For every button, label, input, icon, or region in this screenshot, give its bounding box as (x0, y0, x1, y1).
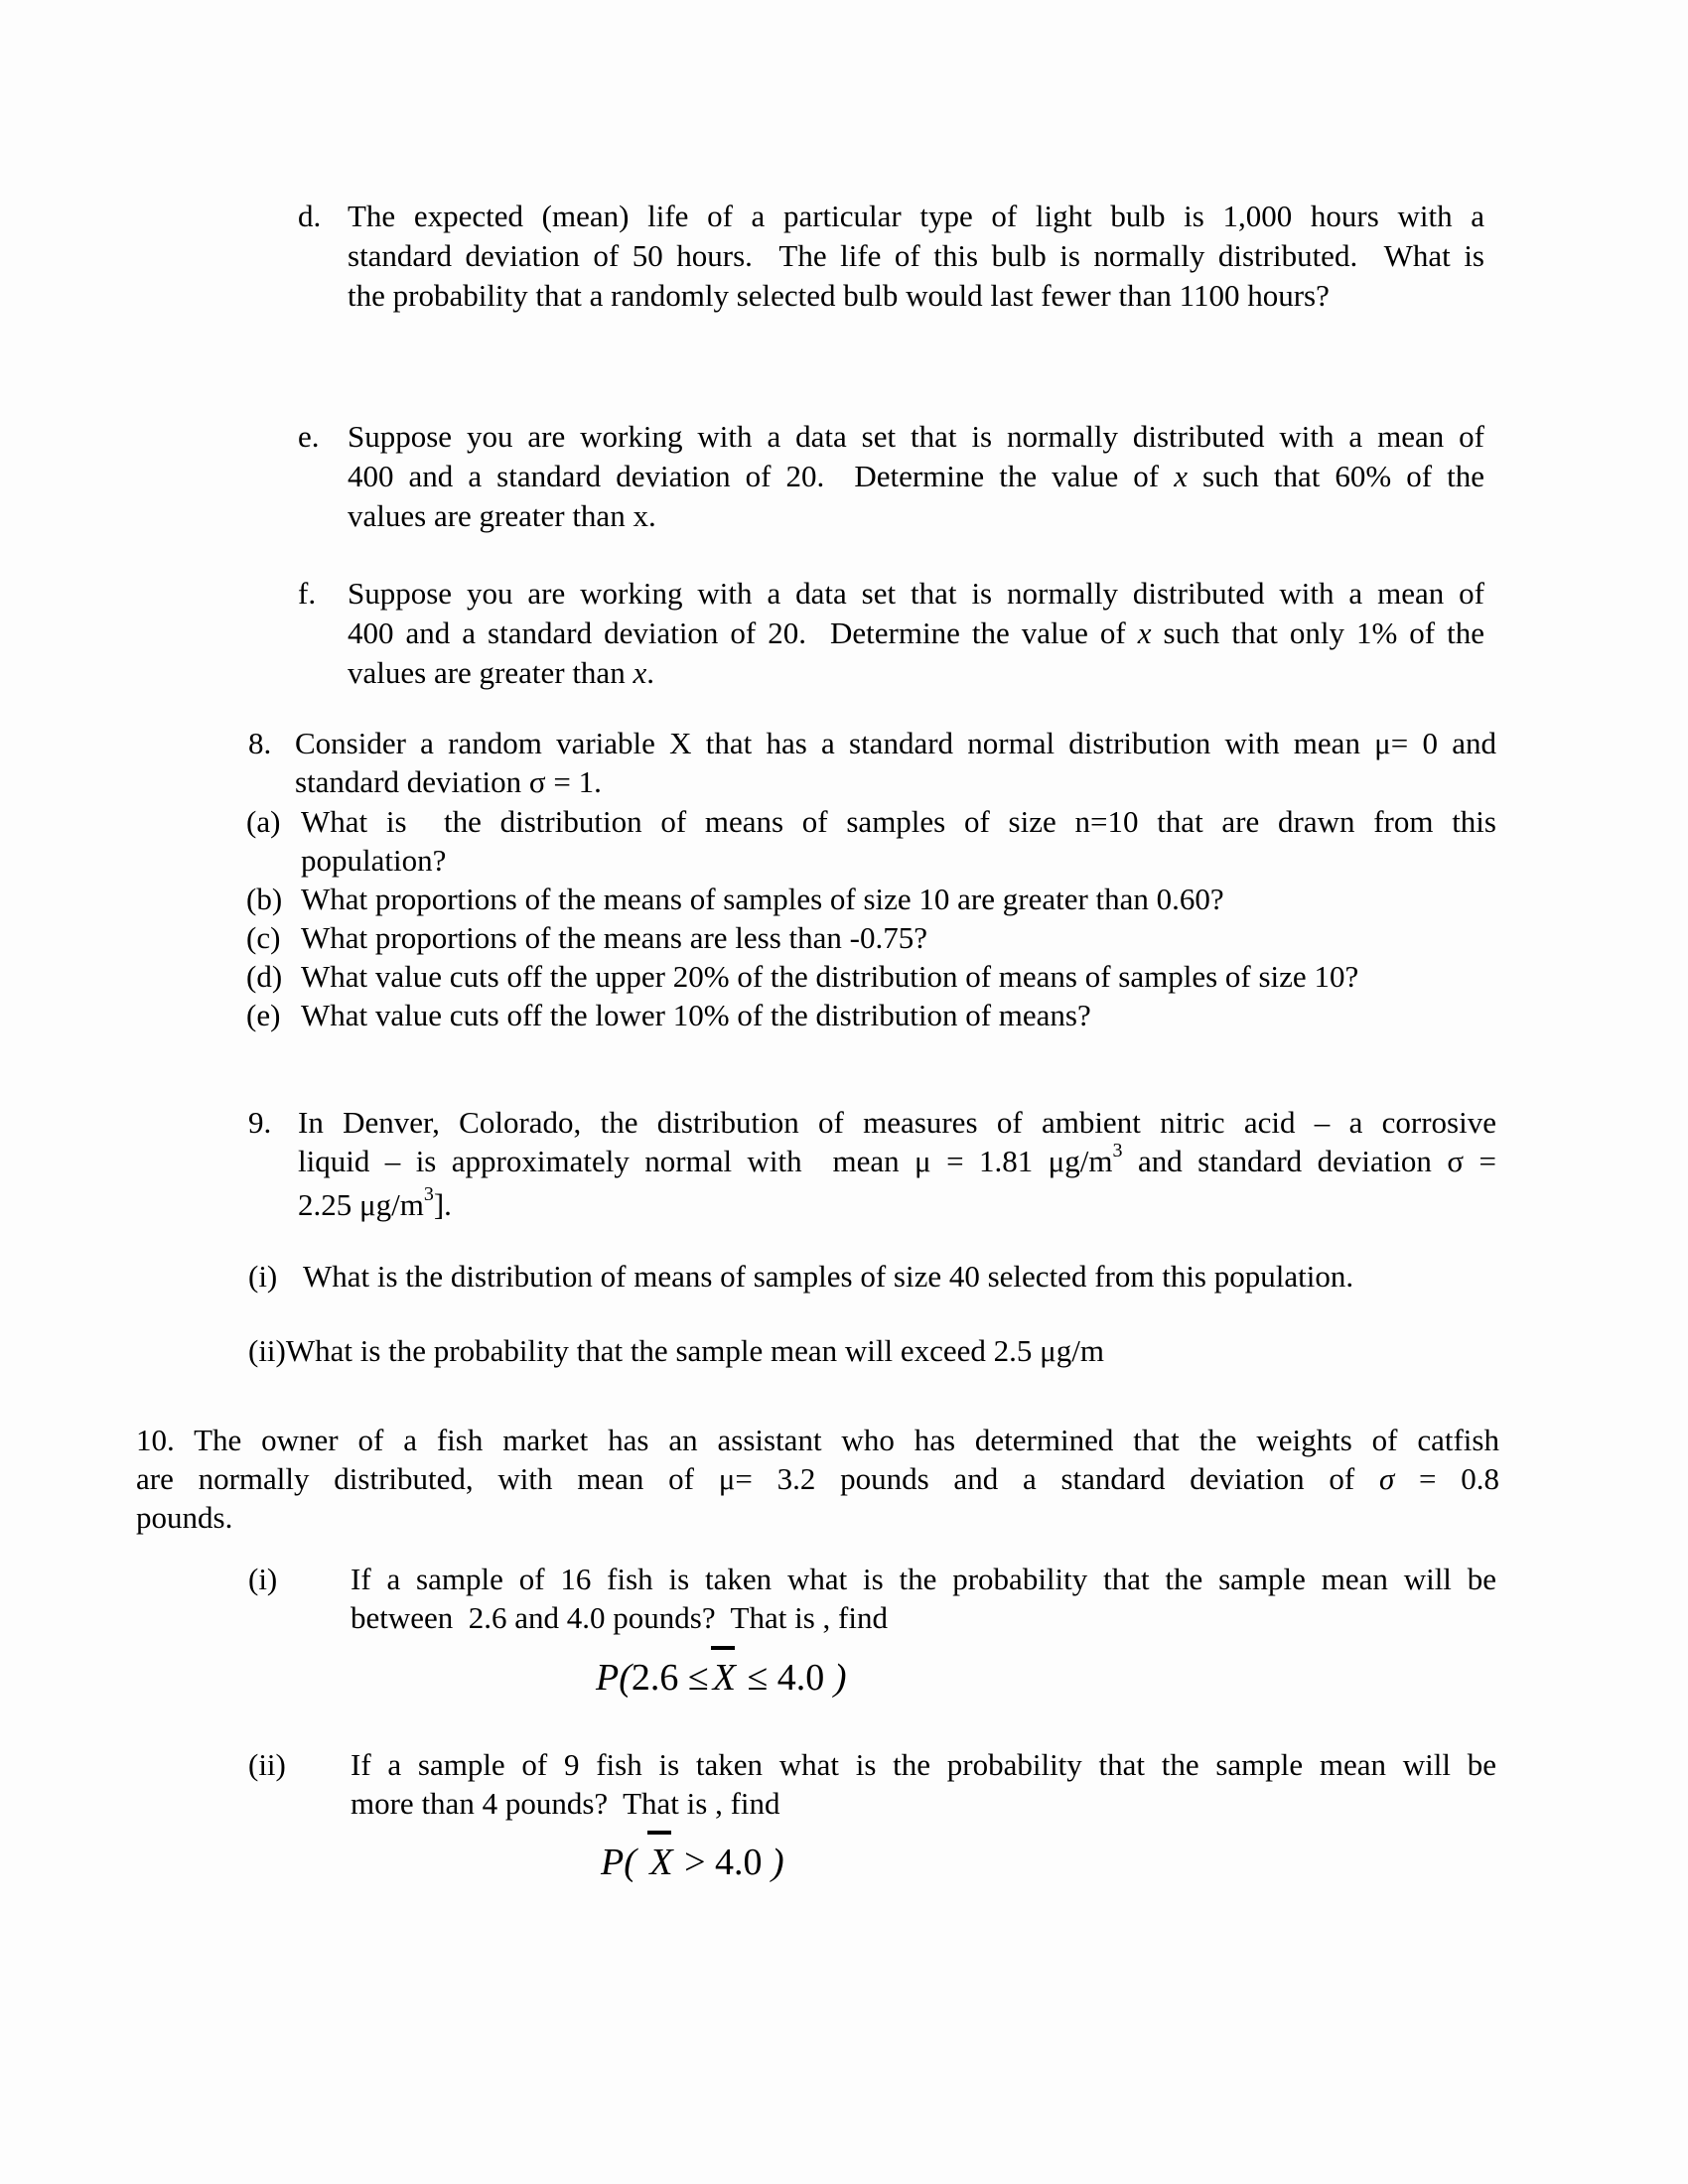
item-label-8e: (e) (246, 998, 281, 1032)
text-line (301, 957, 1496, 996)
item-label-8b: (b) (246, 882, 283, 916)
text-run: 10. The owner of a fish market has an assistant who has determined that the weights of catfish (136, 1423, 1499, 1457)
text-run: ) (772, 1842, 784, 1883)
text-run: ) (833, 1657, 847, 1699)
text-run: x (633, 655, 647, 690)
text-run: . (646, 655, 654, 690)
text-line (136, 1459, 1499, 1498)
text-line (136, 1498, 1499, 1537)
problem-10ii (248, 1745, 1496, 1823)
text-line (348, 236, 1484, 276)
text-line (303, 1257, 1496, 1296)
item-label-8a: (a) (246, 804, 281, 839)
text-run: Suppose you are working with a data set that is normally distributed with a mean of (348, 576, 1484, 611)
problem-10i-text (351, 1560, 1496, 1637)
problem-9i (248, 1257, 1496, 1296)
text-run: (ii)What is the probability that the sample mean will exceed 2.5 μg/m (248, 1333, 1104, 1368)
problem-item-d (298, 197, 1484, 316)
text-line (348, 496, 1484, 536)
item-label-9i: (i) (248, 1259, 278, 1294)
text-run: Consider a random variable X that has a standard normal distribution with mean μ= 0 and (295, 726, 1496, 760)
text-line (136, 1421, 1499, 1459)
text-line (298, 1185, 1496, 1229)
problem-8c (246, 918, 1496, 957)
text-line (301, 802, 1496, 841)
text-line (301, 918, 1496, 957)
text-run: such that only 1% of the (1151, 615, 1484, 650)
text-run: X (713, 1654, 736, 1702)
text-run: x (1174, 459, 1188, 493)
text-line (601, 1839, 784, 1886)
text-run: are normally distributed, with mean of μ= 3.2 pounds and a standard deviation of (136, 1461, 1379, 1496)
text-run: liquid – is approximately normal with mean μ = 1.81 μg/m (298, 1144, 1113, 1178)
problem-8a-text (301, 802, 1496, 880)
item-label-8d: (d) (246, 959, 283, 994)
problem-10 (136, 1421, 1499, 1537)
text-run: 3 (423, 1183, 434, 1205)
item-label-8c: (c) (246, 920, 281, 955)
probability-formula-1 (596, 1654, 846, 1702)
text-line (348, 457, 1484, 496)
problem-10ii-text (351, 1745, 1496, 1823)
text-run: σ (1378, 1461, 1395, 1496)
text-run: pounds. (136, 1500, 233, 1535)
item-label-8: 8. (248, 726, 272, 760)
problem-8e (246, 996, 1496, 1034)
item-text-d (348, 197, 1484, 316)
item-label-f: f. (298, 576, 317, 611)
text-run: What proportions of the means of samples of size 10 are greater than 0.60? (301, 882, 1224, 916)
text-run: ]. (433, 1187, 452, 1222)
text-run: What value cuts off the lower 10% of the distribution of means? (301, 998, 1091, 1032)
problem-9ii-text (248, 1331, 1496, 1370)
text-run: the probability that a randomly selected bulb would last fewer than 1100 hours? (348, 278, 1330, 313)
text-line (351, 1784, 1496, 1823)
text-run: such that 60% of the (1187, 459, 1485, 493)
item-label-e: e. (298, 419, 320, 454)
text-run: X (649, 1839, 672, 1886)
text-run: and standard deviation σ = (1122, 1144, 1496, 1178)
text-line (351, 1560, 1496, 1598)
text-run: The expected (mean) life of a particular type of light bulb is 1,000 hours with a (348, 199, 1484, 233)
item-text-f (348, 574, 1484, 693)
text-line (351, 1745, 1496, 1784)
text-line (295, 724, 1496, 762)
text-line (596, 1654, 846, 1702)
text-run (636, 1842, 646, 1883)
text-run: x (1137, 615, 1152, 650)
text-run: more than 4 pounds? That is , find (351, 1786, 780, 1821)
text-line (295, 762, 1496, 801)
text-run: P( (596, 1657, 632, 1699)
probability-formula-2 (601, 1839, 784, 1886)
text-run: standard deviation of 50 hours. The life of this bulb is normally distributed. What is (348, 238, 1484, 273)
text-run: ≤ 4.0 (737, 1657, 834, 1699)
problem-9ii (248, 1331, 1496, 1370)
text-run: standard deviation σ = 1. (295, 764, 602, 799)
text-run: values are greater than (348, 655, 633, 690)
problem-item-f (298, 574, 1484, 693)
text-run: 2.25 μg/m (298, 1187, 424, 1222)
text-line (301, 880, 1496, 918)
problem-8b-text (301, 880, 1496, 918)
problem-8c-text (301, 918, 1496, 957)
text-line (348, 417, 1484, 457)
text-run: = 0.8 (1394, 1461, 1500, 1496)
text-run: population? (301, 843, 447, 878)
text-run: 400 and a standard deviation of 20. Determine the value of (348, 459, 1175, 493)
item-text-e (348, 417, 1484, 536)
text-run: If a sample of 9 fish is taken what is the probability that the sample mean will be (351, 1747, 1496, 1782)
problem-8e-text (301, 996, 1496, 1034)
problem-8d-text (301, 957, 1496, 996)
text-line (348, 574, 1484, 614)
text-line (351, 1598, 1496, 1637)
text-run: values are greater than x. (348, 498, 656, 533)
text-line (348, 653, 1484, 693)
text-run: Suppose you are working with a data set that is normally distributed with a mean of (348, 419, 1484, 454)
text-run: What value cuts off the upper 20% of the distribution of means of samples of size 10? (301, 959, 1359, 994)
item-label-10i: (i) (248, 1562, 278, 1596)
problem-8b (246, 880, 1496, 918)
item-label-d: d. (298, 199, 322, 233)
text-run: P( (601, 1842, 636, 1883)
text-line (248, 1331, 1496, 1370)
text-line (301, 841, 1496, 880)
text-run: between 2.6 and 4.0 pounds? That is , find (351, 1600, 888, 1635)
problem-9 (248, 1103, 1496, 1229)
text-run: In Denver, Colorado, the distribution of measures of ambient nitric acid – a corrosive (298, 1105, 1496, 1140)
text-run: 3 (1112, 1140, 1123, 1161)
text-run: 400 and a standard deviation of 20. Determine the value of (348, 615, 1138, 650)
text-line (348, 276, 1484, 316)
text-run: If a sample of 16 fish is taken what is the probability that the sample mean will be (351, 1562, 1496, 1596)
problem-item-e (298, 417, 1484, 536)
text-run: What proportions of the means are less than -0.75? (301, 920, 928, 955)
problem-8 (248, 724, 1496, 801)
problem-8-text (295, 724, 1496, 801)
item-label-9: 9. (248, 1105, 272, 1140)
problem-9i-text (303, 1257, 1496, 1296)
text-line (298, 1142, 1496, 1185)
text-run: What is the distribution of means of samples of size n=10 that are drawn from this (301, 804, 1496, 839)
problem-10i (248, 1560, 1496, 1637)
text-run: 2.6 ≤ (631, 1657, 709, 1699)
text-line (298, 1103, 1496, 1142)
problem-10-text (136, 1421, 1499, 1537)
text-run: > 4.0 (674, 1842, 773, 1883)
text-run: What is the distribution of means of samples of size 40 selected from this population. (303, 1259, 1354, 1294)
problem-9-text (298, 1103, 1496, 1229)
text-line (348, 197, 1484, 236)
problem-8d (246, 957, 1496, 996)
text-line (348, 614, 1484, 653)
item-label-10ii: (ii) (248, 1747, 286, 1782)
problem-8a (246, 802, 1496, 880)
text-line (301, 996, 1496, 1034)
